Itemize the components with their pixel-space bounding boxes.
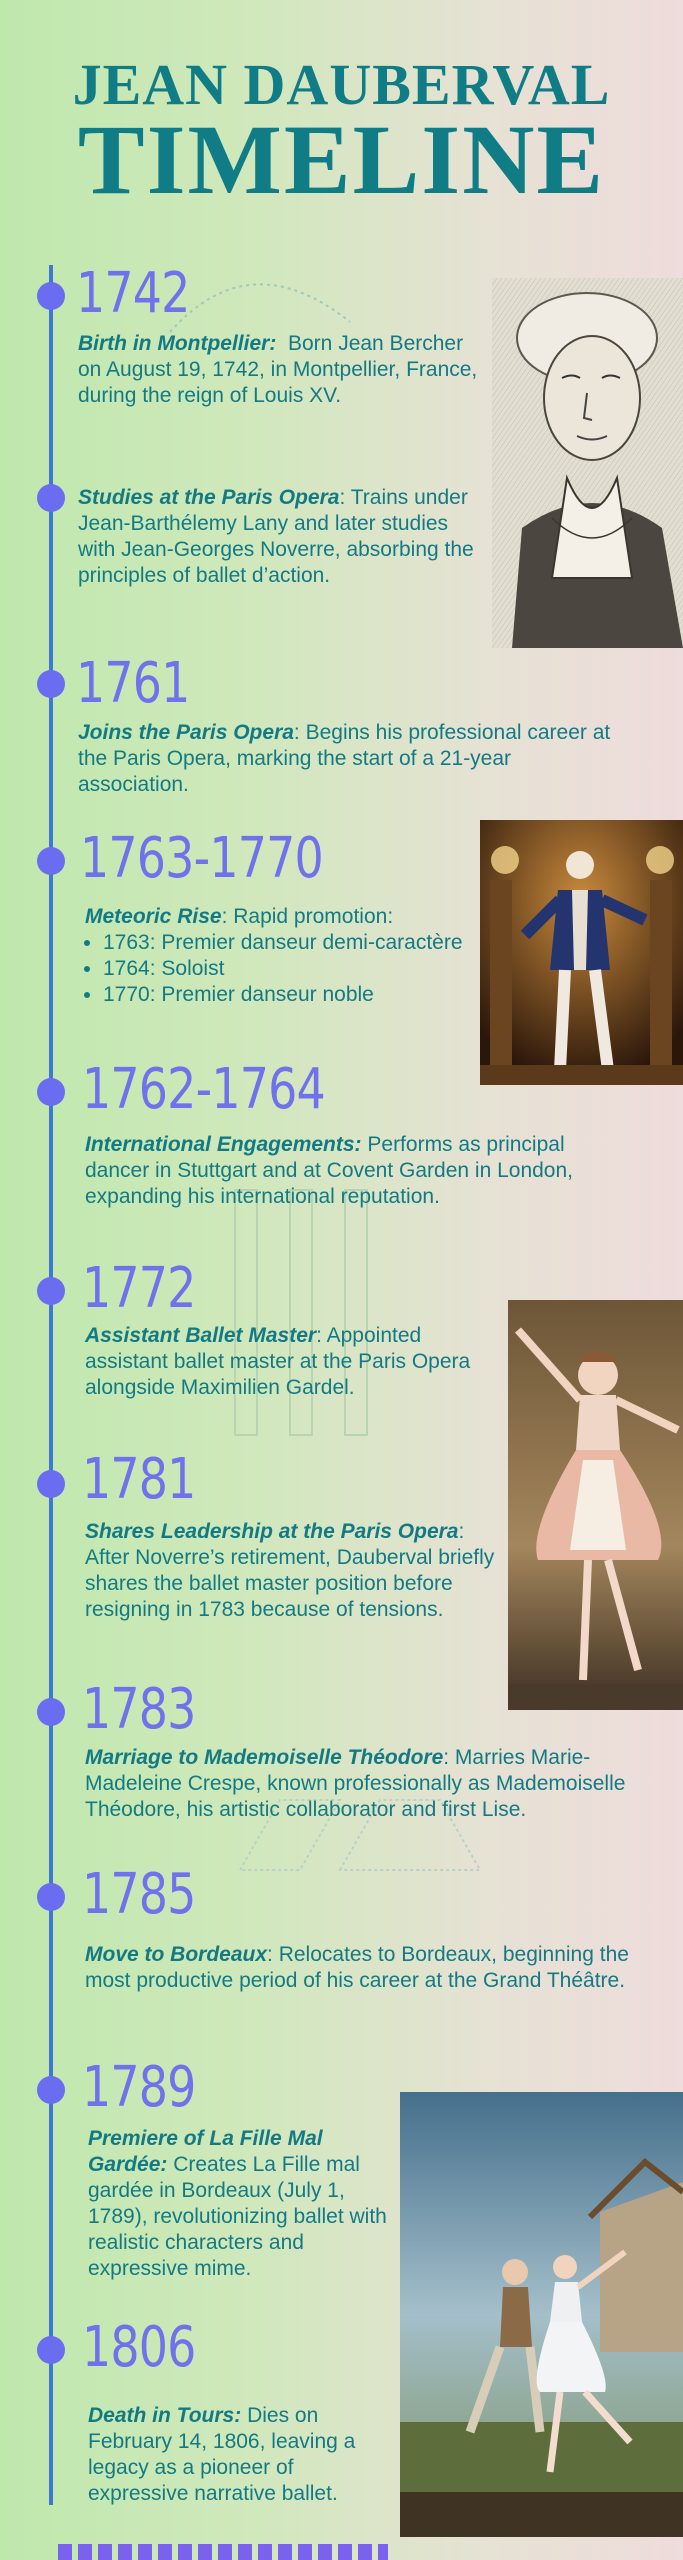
event-year: 1785 — [82, 1862, 196, 1927]
title-line-1: JEAN DAUBERVAL — [72, 52, 611, 117]
event-text: : Marries Marie-Madeleine Crespe, known professionally as Mademoiselle Théodore, his artistic collaborator and first Lise. — [85, 1746, 626, 1821]
event-text: Creates La Fille mal gardée in Bordeaux (July 1, 1789), revolutionizing ballet with realistic characters and expressive mime. — [88, 2153, 387, 2280]
event-year: 1806 — [82, 2315, 196, 2380]
list-item: • 1764: Soloist — [103, 956, 465, 982]
event-description — [85, 1132, 605, 1210]
timeline-dot — [37, 1883, 65, 1911]
list-item: • 1763: Premier danseur demi-caractère — [103, 930, 465, 956]
columns-decoration — [230, 1180, 380, 1440]
event-lead: Marriage to Mademoiselle Théodore — [85, 1746, 444, 1769]
event-text: : Appointed assistant ballet master at the Paris Opera alongside Maximilien Gardel. — [85, 1324, 471, 1399]
timeline-dot — [37, 1277, 65, 1305]
dotted-arc-decoration — [160, 262, 360, 342]
event-year: 1781 — [82, 1447, 196, 1512]
opera-dancer-image — [480, 820, 683, 1085]
event-description — [78, 331, 488, 409]
event-description — [78, 720, 618, 798]
event-lead: Joins the Paris Opera — [78, 721, 294, 744]
ballerina-image — [508, 1300, 683, 1710]
promotion-list — [85, 930, 465, 1008]
event-year: 1763-1770 — [80, 826, 323, 891]
event-lead: Death in Tours: — [88, 2404, 242, 2427]
event-text: Born Jean Bercher on August 19, 1742, in Montpellier, France, during the reign of Louis XV. — [78, 332, 484, 407]
event-year: 1762-1764 — [82, 1057, 325, 1122]
timeline-dot — [37, 847, 65, 875]
portrait-engraving-image — [492, 278, 683, 648]
event-year: 1783 — [82, 1677, 196, 1742]
timeline-dot — [37, 1078, 65, 1106]
timeline-dot — [37, 1470, 65, 1498]
ballet-couple-image — [400, 2092, 683, 2537]
timeline-dot — [37, 670, 65, 698]
event-lead: Move to Bordeaux — [85, 1943, 268, 1966]
event-lead: Premiere of La Fille Mal Gardée: — [88, 2127, 323, 2176]
timeline-dot — [37, 1698, 65, 1726]
event-description — [85, 1519, 495, 1623]
event-lead: International Engagements: — [85, 1133, 362, 1156]
timeline-dot — [37, 282, 65, 310]
timeline-dot — [37, 2076, 65, 2104]
event-text: : Rapid promotion: — [221, 905, 394, 928]
event-text: : Relocates to Bordeaux, beginning the most productive period of his career at the Grand Théâtre. — [85, 1943, 629, 1992]
event-year: 1772 — [82, 1256, 196, 1321]
event-text: : Trains under Jean-Barthélemy Lany and later studies with Jean-Georges Noverre, absorbing the principles of ballet d’action. — [78, 486, 474, 587]
event-description — [88, 2403, 388, 2507]
event-description — [85, 1745, 630, 1823]
event-description — [85, 1942, 675, 1994]
footer-pattern-decoration — [58, 2544, 388, 2560]
event-lead: Meteoric Rise — [85, 905, 222, 928]
event-lead: Assistant Ballet Master — [85, 1324, 317, 1347]
timeline-dot — [37, 2336, 65, 2364]
event-description — [85, 904, 465, 1008]
list-item: • 1770: Premier danseur noble — [103, 982, 465, 1008]
event-description — [88, 2126, 388, 2282]
event-text: : Begins his professional career at the Paris Opera, marking the start of a 21-year association. — [78, 721, 611, 796]
title-line-2: TIMELINE — [77, 104, 606, 215]
event-lead: Studies at the Paris Opera — [78, 486, 340, 509]
event-lead: Birth in Montpellier: — [78, 332, 277, 355]
timeline-dot — [37, 484, 65, 512]
event-year: 1761 — [76, 651, 190, 716]
event-text: Performs as principal dancer in Stuttgart and at Covent Garden in London, expanding his international reputation. — [85, 1133, 573, 1208]
event-description — [85, 1323, 505, 1401]
event-year: 1742 — [76, 261, 190, 326]
event-text: Dies on February 14, 1806, leaving a legacy as a pioneer of expressive narrative ballet. — [88, 2404, 356, 2505]
event-year: 1789 — [82, 2055, 196, 2120]
event-description — [78, 485, 483, 589]
timeline-spine — [49, 265, 53, 2505]
event-text: : After Noverre’s retirement, Dauberval briefly shares the ballet master position before resigning in 1783 because of tensions. — [85, 1520, 495, 1621]
event-lead: Shares Leadership at the Paris Opera — [85, 1520, 459, 1543]
